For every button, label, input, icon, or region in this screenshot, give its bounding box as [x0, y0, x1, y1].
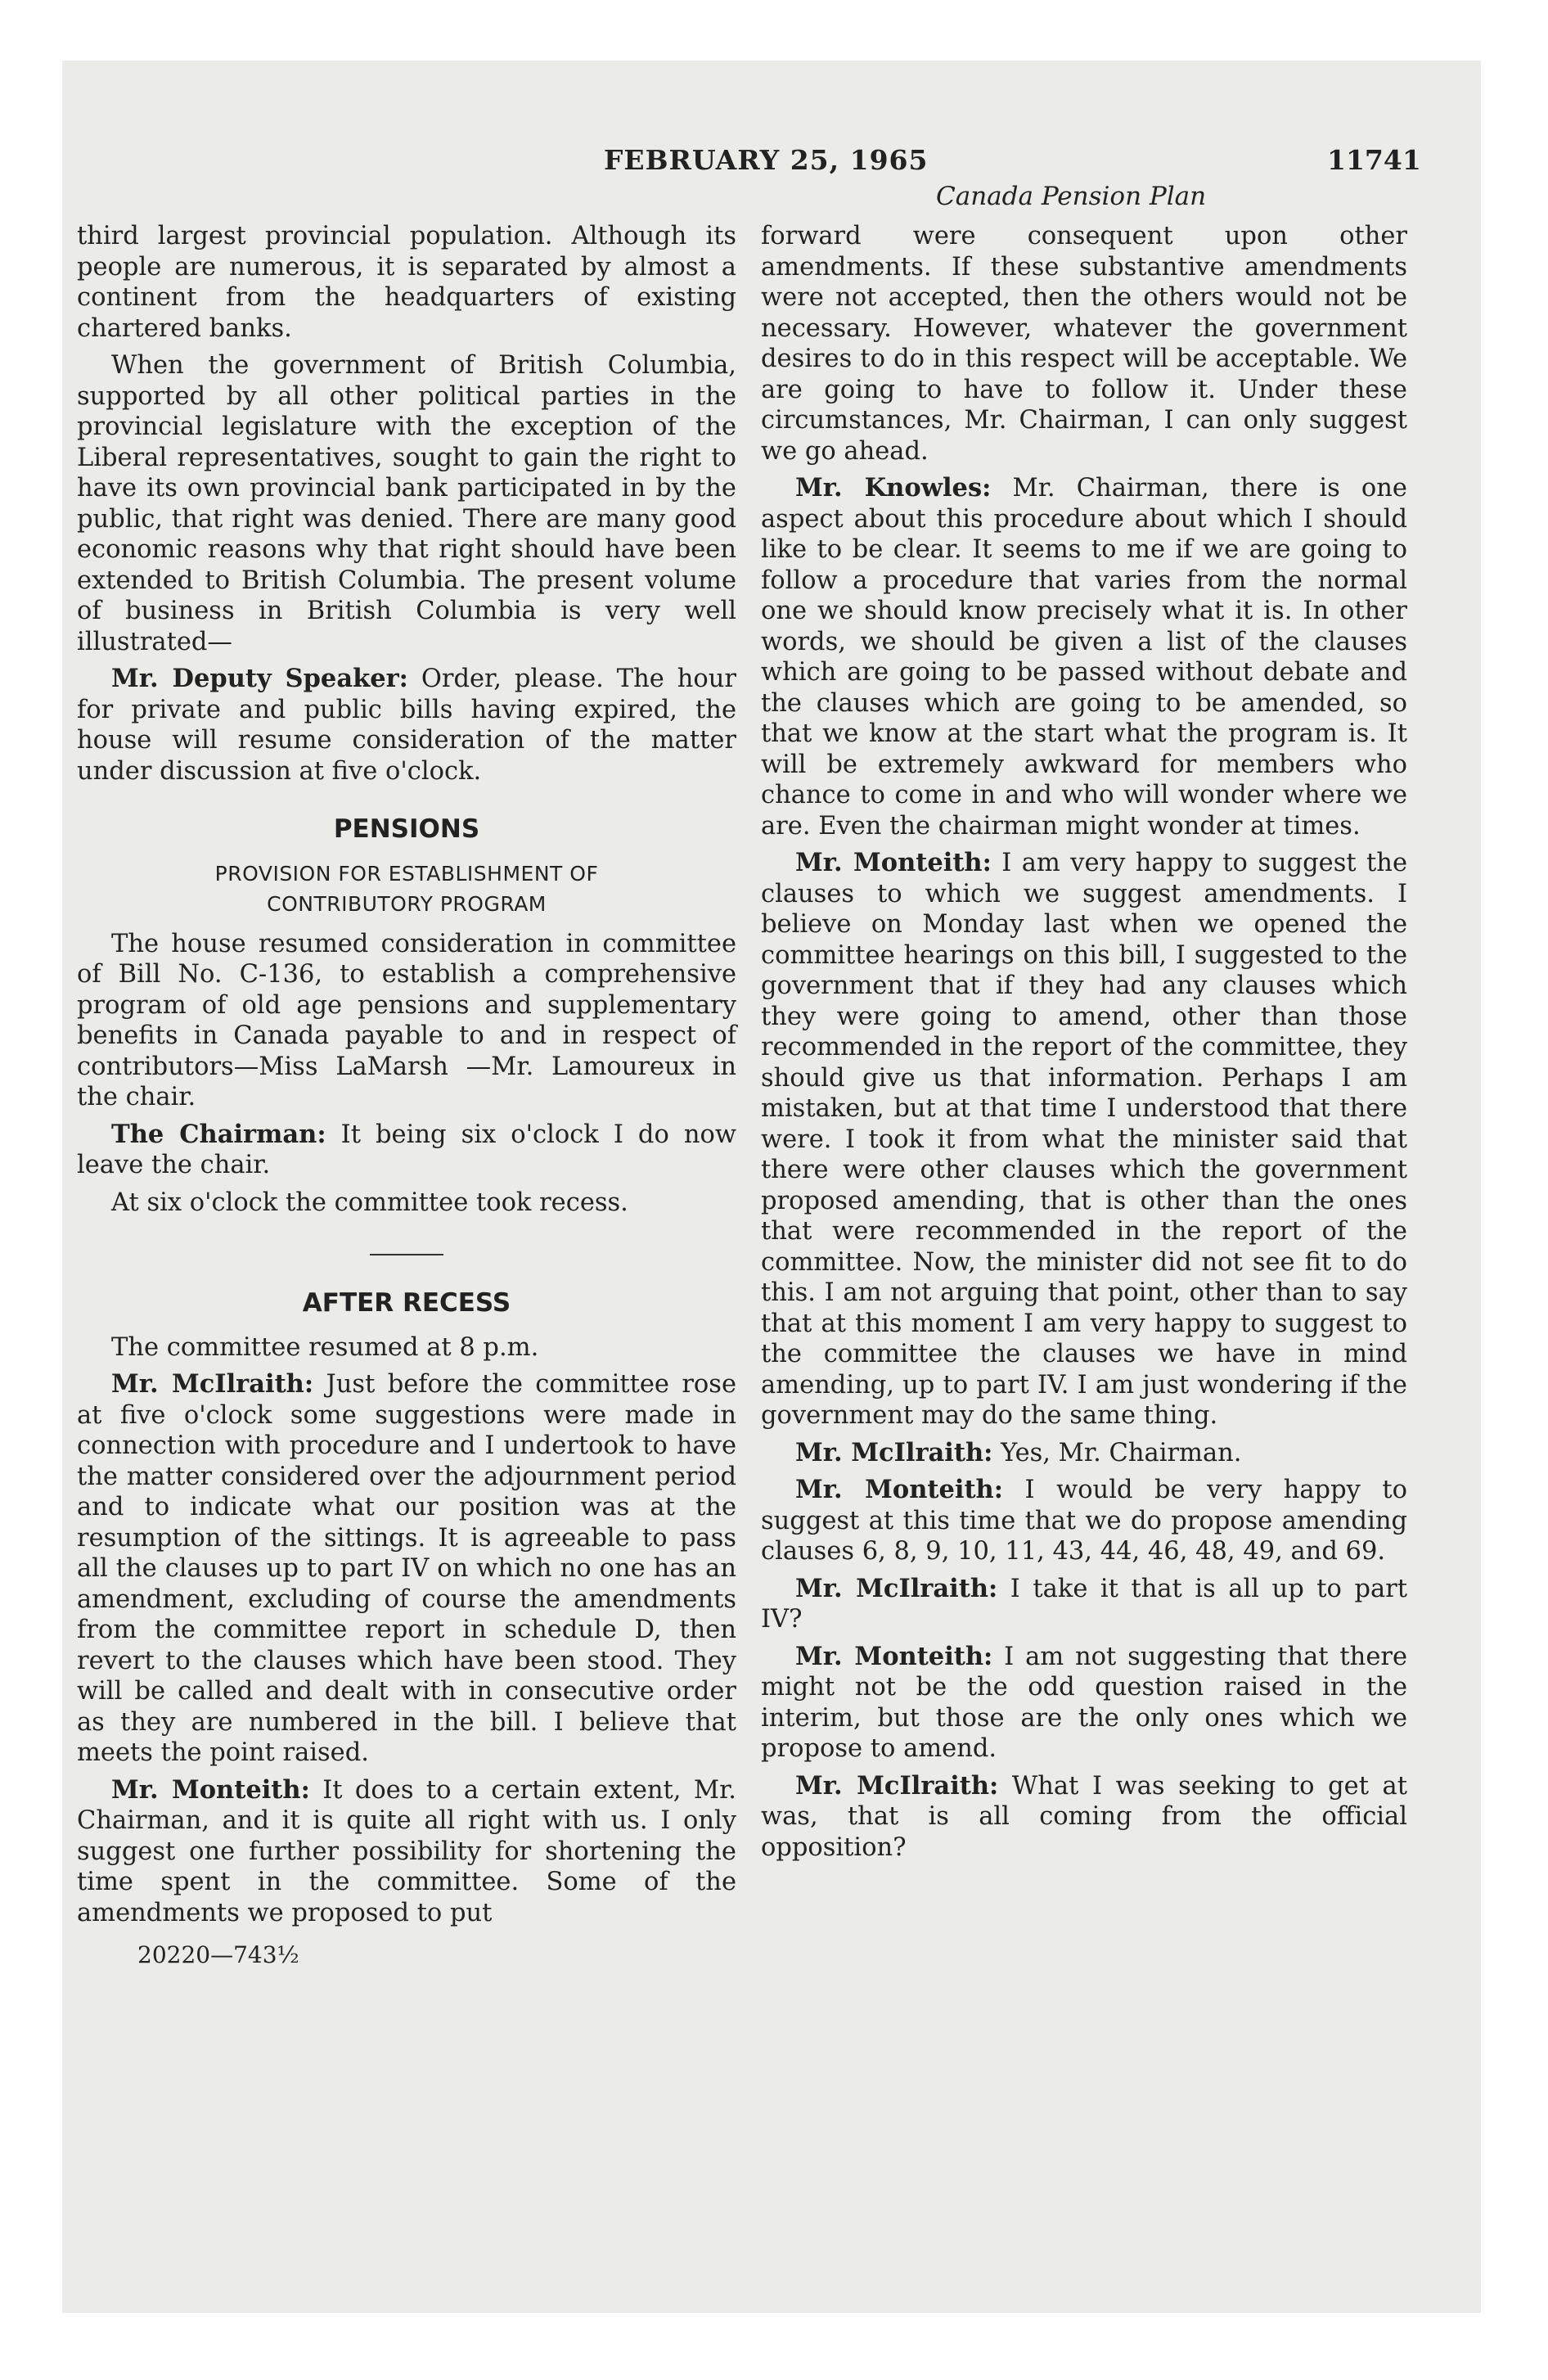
paragraph: forward were consequent upon other amendments. If these substantive amendments were not accepted, then the others would not be necessary. However, whatever the government desires to do in this respect will be acceptable. We are going to have to follow it. Under these circumstances, Mr. Chairman, I can only suggest we go ahead. [761, 222, 1407, 466]
paragraph: When the government of British Columbia, supported by all other political parties in the provincial legislature with the exception of the Liberal representatives, sought to gain the right to have its own provincial bank participated in by the public, that right was denied. There are many good economic reasons why that right should have been extended to British Columbia. The present volume of business in British Columbia is very well illustrated— [77, 351, 736, 656]
speech-text: I am very happy to suggest the clauses to which we suggest amendments. I believe on Monday last when we opened the committee hearings on this bill, I suggested to the government that if they had any clauses which they were going to amend, other than those recommended in the report of the committee, they should give us that information. Perhaps I am mistaken, but at that time I understood that there were. I took it from what the minister said that there were other clauses which the government proposed amending, that is other than the ones that were recommended in the report of the committee. Now, the minister did not see fit to do this. I am not arguing that point, other than to say that at this moment I am very happy to suggest to the committee the clauses we have in mind amending, up to part IV. I am just wondering if the government may do the same thing. [761, 849, 1407, 1430]
paragraph [761, 1475, 1407, 1567]
section-divider [370, 1254, 443, 1255]
paragraph [77, 664, 736, 787]
speaker-name: Mr. Monteith: [111, 1774, 310, 1805]
speaker-name: Mr. Knowles: [795, 473, 992, 503]
paragraph: The committee resumed at 8 p.m. [111, 1332, 539, 1362]
right-column [761, 221, 1407, 1869]
paragraph [761, 1438, 1407, 1469]
speaker-name: Mr. McIlraith: [795, 1437, 993, 1467]
speaker-name: Mr. McIlraith: [111, 1369, 314, 1399]
speech-text: I am not suggesting that there might not be the odd question raised in the interim, but those are the only ones which we propose to amend. [761, 1642, 1407, 1763]
speech-text: It does to a certain extent, Mr. Chairman, and it is quite all right with us. I only suggest one further possibility for shortening the time spent in the committee. Some of the amendments we proposed to put [77, 1775, 736, 1927]
section-subheading [77, 859, 736, 919]
speech-text: What I was seeking to get at was, that is all coming from the official opposition? [761, 1771, 1407, 1862]
page-number: 11741 [1327, 144, 1421, 176]
paragraph: The house resumed consideration in committee of Bill No. C-136, to establish a comprehensive program of old age pensions and supplementary benefits in Canada payable to and in respect of contributors—Miss LaMarsh —Mr. Lamoureux in the chair. [77, 929, 736, 1111]
subheading-line: PROVISION FOR ESTABLISHMENT OF [214, 861, 599, 886]
paragraph: third largest provincial population. Although its people are numerous, it is separated by almost a continent from the headquarters of existing chartered banks. [77, 222, 736, 343]
paragraph [761, 473, 1407, 841]
paragraph [77, 1120, 736, 1181]
section-heading-after-recess: AFTER RECESS [302, 1288, 511, 1318]
speaker-name: The Chairman: [111, 1119, 326, 1149]
speech-text: Yes, Mr. Chairman. [992, 1438, 1242, 1467]
paragraph [77, 1369, 736, 1769]
speaker-name: Mr. McIlraith: [795, 1770, 999, 1801]
paragraph: At six o'clock the committee took recess. [111, 1188, 628, 1217]
paragraph [761, 1771, 1407, 1864]
speech-text: I would be very happy to suggest at this time that we do propose amending clauses 6, 8, 9, 10, 11, 43, 44, 46, 48, 49, and 69. [761, 1476, 1407, 1566]
subheading-line: CONTRIBUTORY PROGRAM [267, 891, 547, 916]
speaker-name: Mr. Monteith: [795, 1475, 1003, 1504]
speech-text: Mr. Chairman, there is one aspect about this procedure about which I should like to be clear. It seems to me if we are going to follow a procedure that varies from the normal one we should know precisely what it is. In other words, we should be given a list of the clauses which are going to be passed without debate and the clauses which are going to be amended, so that we know at the start what the program is. It will be extremely awkward for members who chance to come in and who will wonder where we are. Even the chairman might wonder at times. [761, 474, 1407, 841]
speaker-name: Mr. Deputy Speaker: [111, 664, 408, 693]
left-column [77, 221, 736, 1971]
paragraph [77, 1775, 736, 1929]
print-code: 20220—743½ [137, 1941, 299, 1968]
speaker-name: Mr. Monteith: [795, 848, 992, 877]
paragraph [761, 1574, 1407, 1635]
speech-text: Just before the committee rose at five o'clock some suggestions were made in connection with procedure and I undertook to have the matter considered over the adjournment period and to indicate what our position was at the resumption of the sittings. It is agreeable to pass all the clauses up to part IV on which no one has an amendment, excluding of course the amendments from the committee report in schedule D, then revert to the clauses which have been stood. They will be called and dealt with in consecutive order as they are numbered in the bill. I believe that meets the point raised. [77, 1370, 736, 1767]
speech-text: I take it that is all up to part IV? [761, 1574, 1407, 1634]
paragraph [761, 1642, 1407, 1765]
speech-text: Order, please. The hour for private and public bills having expired, the house will resume consideration of the matter under discussion at five o'clock. [77, 665, 737, 786]
speaker-name: Mr. McIlraith: [795, 1573, 998, 1603]
speech-text: It being six o'clock I do now leave the chair. [77, 1120, 736, 1179]
paragraph [761, 848, 1407, 1431]
speaker-name: Mr. Monteith: [795, 1641, 993, 1671]
section-heading-pensions: PENSIONS [333, 814, 480, 844]
page-header-subtitle: Canada Pension Plan [936, 182, 1207, 211]
page-header-date: FEBRUARY 25, 1965 [604, 144, 929, 176]
